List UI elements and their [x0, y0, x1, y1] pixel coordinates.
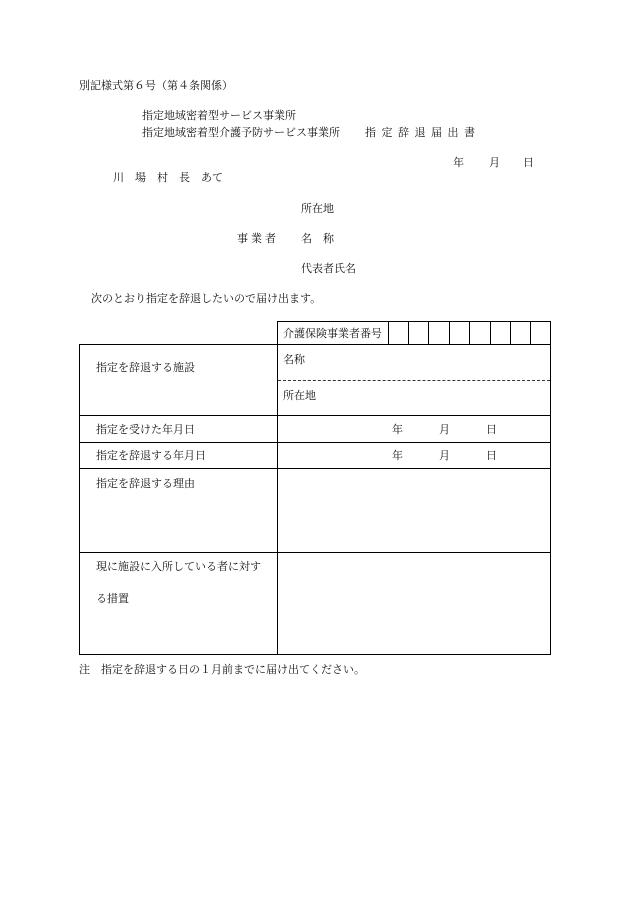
date-year: 年: [453, 156, 464, 169]
designated-date-month: 月: [439, 423, 450, 436]
measures-label-line-2: る措置: [96, 592, 129, 605]
reason-label: 指定を辞退する理由: [96, 477, 195, 490]
facility-label: 指定を辞退する施設: [96, 361, 195, 374]
date-month: 月: [489, 156, 500, 169]
facility-name-label: 名称: [283, 353, 305, 366]
document-title: 指 定 辞 退 届 出 書: [365, 126, 476, 139]
title-line-1: 指定地域密着型サービス事業所: [142, 109, 296, 122]
applicant-address-label: 所在地: [301, 202, 334, 215]
addressee: 川 場 村 長 あて: [113, 171, 223, 184]
withdrawal-date-label: 指定を辞退する年月日: [96, 449, 206, 462]
applicant-representative-label: 代表者氏名: [301, 262, 356, 275]
withdrawal-date-day: 日: [486, 449, 497, 462]
provider-number-label: 介護保険事業者番号: [283, 327, 382, 340]
designated-date-label: 指定を受けた年月日: [96, 423, 195, 436]
form-number: 別記様式第６号（第４条関係）: [79, 79, 233, 92]
date-day: 日: [523, 156, 534, 169]
facility-address-label: 所在地: [283, 389, 316, 402]
withdrawal-date-year: 年: [392, 449, 403, 462]
withdrawal-date-field[interactable]: [280, 444, 548, 466]
applicant-group-label: 事業者: [237, 232, 279, 245]
designated-date-day: 日: [486, 423, 497, 436]
facility-address-field[interactable]: [330, 382, 548, 413]
applicant-name-label: 名 称: [301, 232, 334, 245]
intro-text: 次のとおり指定を辞退したいので届け出ます。: [91, 292, 322, 305]
designated-date-field[interactable]: [280, 417, 548, 440]
footnote: 注 指定を辞退する日の１月前までに届け出てください。: [79, 663, 365, 676]
provider-number-digit-boxes[interactable]: [389, 322, 550, 344]
measures-label-line-1: 現に施設に入所している者に対す: [96, 560, 261, 573]
designated-date-year: 年: [392, 423, 403, 436]
withdrawal-date-month: 月: [439, 449, 450, 462]
facility-name-field[interactable]: [320, 346, 548, 378]
measures-field[interactable]: [280, 554, 548, 652]
title-line-2: 指定地域密着型介護予防サービス事業所: [142, 126, 340, 139]
reason-field[interactable]: [280, 470, 548, 550]
